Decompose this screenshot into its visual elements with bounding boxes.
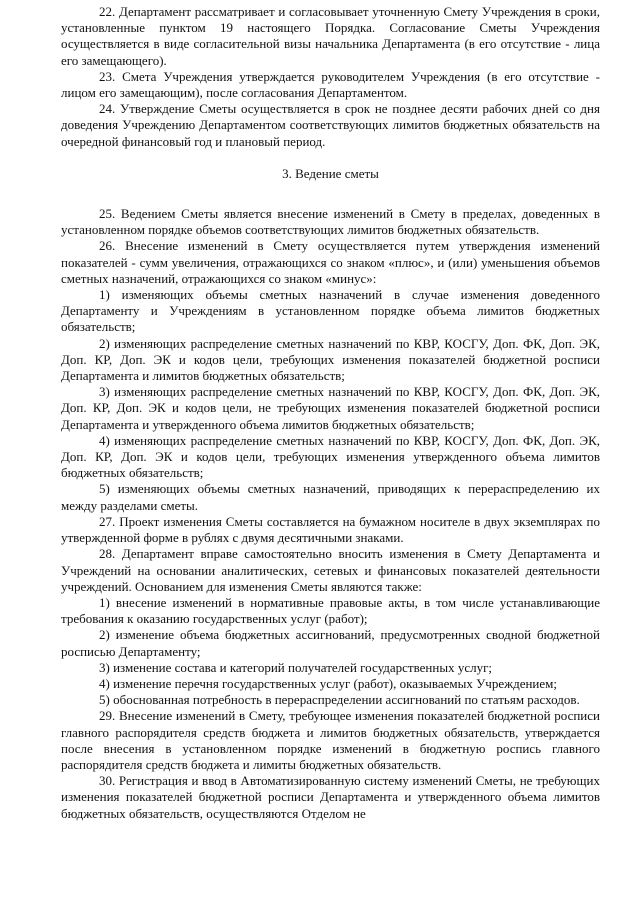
list-item-26-3: 3) изменяющих распределение сметных назначений по КВР, КОСГУ, Доп. ФК, Доп. ЭК, Доп. КР, Доп. ЭК и кодов цели, не требующих изменения показателей бюджетной росписи Департамента и утвержденного объема лимитов бюджетных обязательств; (61, 384, 600, 432)
list-item-28-1: 1) внесение изменений в нормативные правовые акты, в том числе устанавливающие требования к оказанию государственных услуг (работ); (61, 594, 600, 627)
paragraph-30: 30. Регистрация и ввод в Автоматизированную систему изменений Сметы, не требующих изменения показателей бюджетной росписи Департамента и утвержденного объема лимитов бюджетных обязательств, осуществляются Отделом не (61, 773, 600, 821)
paragraph-24: 24. Утверждение Сметы осуществляется в срок не позднее десяти рабочих дней со дня доведения Учреждению Департаментом соответствующих лимитов бюджетных обязательств на очередной финансовый год и плановый период. (61, 101, 600, 149)
paragraph-22: 22. Департамент рассматривает и согласовывает уточненную Смету Учреждения в сроки, установленные пунктом 19 настоящего Порядка. Согласование Сметы Учреждения осуществляется в виде согласительной визы начальника Департамента (в его отсутствие - лица его замещающего). (61, 4, 600, 68)
section-heading: 3. Ведение сметы (282, 165, 379, 181)
list-item-26-1: 1) изменяющих объемы сметных назначений в случае изменения доведенного Департаменту и Учреждениям в установленном порядке объема лимитов бюджетных обязательств; (61, 287, 600, 335)
paragraph-28: 28. Департамент вправе самостоятельно вносить изменения в Смету Департамента и Учреждений на основании аналитических, сетевых и финансовых показателей деятельности учреждений. Основанием для изменения Сметы являются также: (61, 546, 600, 594)
list-item-26-2: 2) изменяющих распределение сметных назначений по КВР, КОСГУ, Доп. ФК, Доп. ЭК, Доп. КР, Доп. ЭК и кодов цели, требующих изменения показателей бюджетной росписи Департамента и лимитов бюджетных обязательств; (61, 335, 600, 384)
list-item-26-5: 5) изменяющих объемы сметных назначений, приводящих к перераспределению их между разделами сметы. (61, 481, 600, 513)
list-item-28-5: 5) обоснованная потребность в перераспределении ассигнований по статьям расходов. (99, 692, 580, 708)
list-item-28-3: 3) изменение состава и категорий получателей государственных услуг; (99, 659, 493, 675)
paragraph-27: 27. Проект изменения Сметы составляется на бумажном носителе в двух экземплярах по утвержденной форме в рублях с двумя десятичными знаками. (61, 513, 600, 546)
list-item-28-4: 4) изменение перечня государственных услуг (работ), оказываемых Учреждением; (99, 675, 557, 691)
paragraph-23: 23. Смета Учреждения утверждается руководителем Учреждения (в его отсутствие - лицом его замещающим), после согласования Департаментом. (61, 68, 600, 101)
paragraph-29: 29. Внесение изменений в Смету, требующее изменения показателей бюджетной росписи главного распорядителя средств бюджета и лимитов бюджетных обязательств, утверждается после внесения в установленном порядке изменений в бюджетную роспись главного распорядителя средств бюджета и лимиты бюджетных обязательств. (61, 708, 600, 772)
list-item-26-4: 4) изменяющих распределение сметных назначений по КВР, КОСГУ, Доп. ФК, Доп. ЭК, Доп. КР, Доп. ЭК и кодов цели, требующих изменения утвержденного объема лимитов бюджетных обязательств; (61, 432, 600, 481)
paragraph-25: 25. Ведением Сметы является внесение изменений в Смету в пределах, доведенных в установленном порядке объемов соответствующих лимитов бюджетных обязательств. (61, 206, 600, 238)
list-item-28-2: 2) изменение объема бюджетных ассигнований, предусмотренных сводной бюджетной росписью Департаменту; (61, 627, 600, 659)
paragraph-26: 26. Внесение изменений в Смету осуществляется путем утверждения изменений показателей - сумм увеличения, отражающихся со знаком «плюс», и (или) уменьшения объемов сметных назначений, отражающихся со знаком «минус»: (61, 238, 600, 286)
